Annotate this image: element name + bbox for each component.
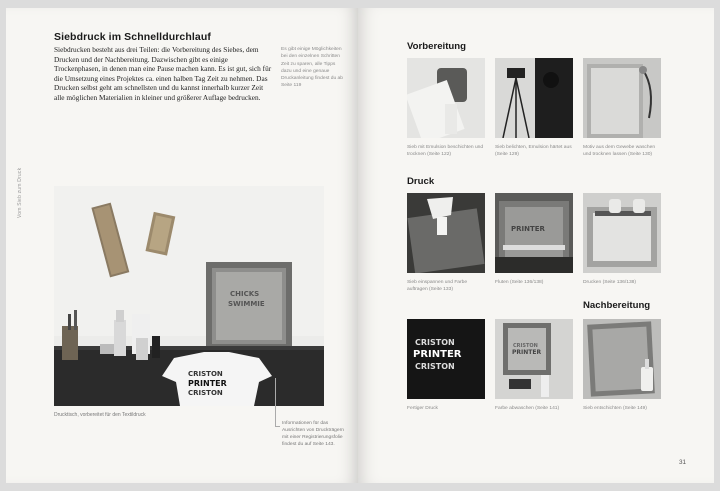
- section-title-nachbereitung: Nachbereitung: [583, 300, 651, 311]
- svg-text:CRISTON: CRISTON: [188, 370, 223, 378]
- caption-exposure: Sieb belichten, Emulsion härtet aus (Seite 129): [495, 145, 572, 157]
- caption-coating: Sieb mit Emulsion beschichten und trocknen (Seite 122): [407, 145, 484, 157]
- main-photo-caption: Drucktisch, vorbereitet für den Textildruck: [54, 412, 146, 418]
- running-head-vertical: Vom Sieb zum Druck: [17, 167, 23, 218]
- page-number: 31: [679, 459, 687, 466]
- callout-leader-line: [275, 378, 276, 426]
- svg-text:PRINTER: PRINTER: [413, 349, 462, 360]
- svg-text:CRISTON: CRISTON: [415, 338, 455, 347]
- washout-photo: [583, 58, 661, 138]
- caption-clean-ink: Farbe abwaschen (Seite 141): [495, 406, 560, 411]
- page-title: Siebdruck im Schnelldurchlauf: [54, 31, 211, 43]
- print-photo: [583, 193, 661, 273]
- intro-paragraph: Siebdrucken besteht aus drei Teilen: die Vorbereitung des Siebes, dem Drucken und der Nachbereitung. Dazwischen gibt es einige Trockenphasen, in denen man eine Pause machen kann. Es ist gut, sich für die Umsetzung eines Projektes ca. einen halben Tag Zeit zu nehmen. Das Drucken selbst geht am schnellsten und du kannst innerhalb kurzer Zeit alle möglichen Materialien in kleiner und größerer Auflage bedrucken.: [54, 45, 272, 102]
- clean-ink-photo: [495, 319, 573, 399]
- caption-finished: Fertiger Druck: [407, 406, 438, 411]
- flood-photo: [495, 193, 573, 273]
- svg-text:SWIMMIE: SWIMMIE: [228, 300, 265, 308]
- strip-screen-photo: [583, 319, 661, 399]
- print-table-illustration: [54, 186, 324, 406]
- svg-text:CHICKS: CHICKS: [230, 290, 260, 298]
- ink-photo: [407, 193, 485, 273]
- callout-leader-tick: [275, 426, 280, 427]
- svg-text:CRISTON: CRISTON: [188, 389, 223, 397]
- margin-note: Es gibt einige Möglichkeiten bei den einzelnen Schritten Zeit zu sparen, alle Tipps dazu und eine genaue Druckanleitung findest du ab Seite 119: [281, 47, 343, 89]
- coating-photo: [407, 58, 485, 138]
- print-table-photo: [54, 186, 324, 406]
- svg-text:PRINTER: PRINTER: [511, 225, 545, 233]
- caption-washout: Motiv aus dem Gewebe waschen und trocknen lassen (Seite 130): [583, 145, 656, 157]
- caption-ink: Sieb einspannen und Farbe auftragen (Seite 133): [407, 280, 468, 292]
- tshirt-print-text: PRINTER: [188, 379, 227, 388]
- svg-text:CRISTON: CRISTON: [415, 362, 455, 371]
- section-title-vorbereitung: Vorbereitung: [407, 41, 466, 52]
- svg-text:PRINTER: PRINTER: [512, 349, 542, 356]
- caption-flood: Fluten (Seite 136/138): [495, 280, 544, 285]
- svg-text:CRISTON: CRISTON: [513, 343, 538, 349]
- exposure-photo: [495, 58, 573, 138]
- finished-print-photo: [407, 319, 485, 399]
- alignment-note: Informationen für das Ausrichten von Druckträgern mit einer Registrierungsfolie findest du auf Seite 143.: [282, 421, 344, 448]
- section-title-druck: Druck: [407, 176, 435, 187]
- caption-print: Drucken (Seite 136/138): [583, 280, 637, 285]
- caption-strip: Sieb entschichten (Seite 149): [583, 406, 647, 411]
